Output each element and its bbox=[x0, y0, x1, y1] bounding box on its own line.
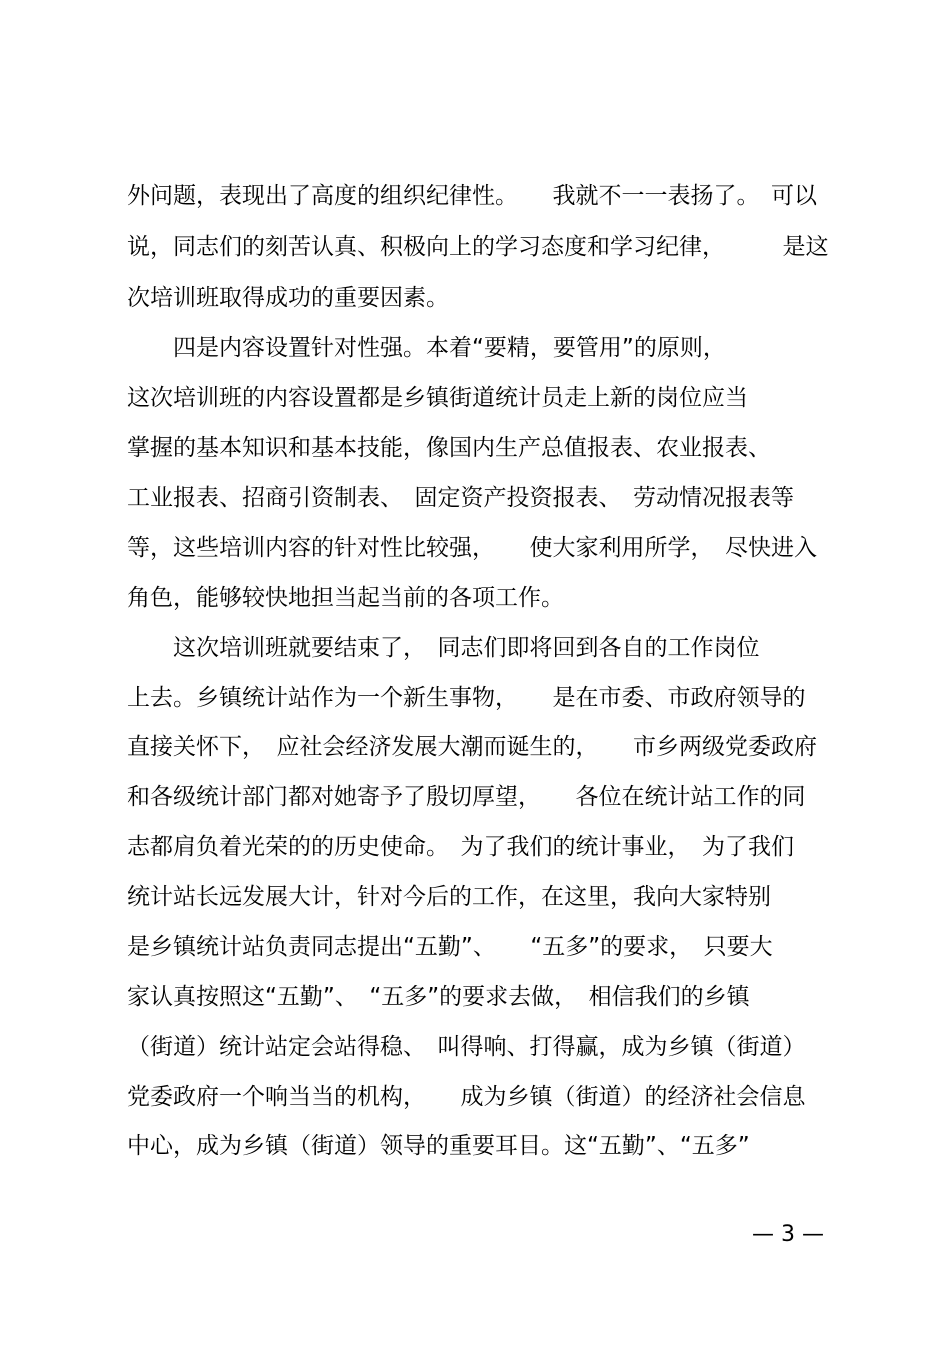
text-line: 四是内容设置针对性强。本着“要精，要管用”的原则， bbox=[127, 335, 726, 361]
text-line: 工业报表、招商引资制表、 固定资产投资报表、 劳动情况报表等 bbox=[127, 485, 794, 511]
text-line: 掌握的基本知识和基本技能，像国内生产总值报表、农业报表、 bbox=[127, 435, 771, 461]
text-line: 志都肩负着光荣的的历史使命。 为了我们的统计事业， 为了我们 bbox=[127, 834, 794, 860]
text-line: 等，这些培训内容的针对性比较强， 使大家利用所学， 尽快进入 bbox=[127, 535, 817, 561]
text-line: 说，同志们的刻苦认真、积极向上的学习态度和学习纪律， 是这 bbox=[127, 234, 829, 260]
text-line: 统计站长远发展大计，针对今后的工作，在这里，我向大家特别 bbox=[127, 884, 771, 910]
text-line: 这次培训班的内容设置都是乡镇街道统计员走上新的岗位应当 bbox=[127, 385, 748, 411]
text-line: 党委政府一个响当当的机构， 成为乡镇（街道）的经济社会信息 bbox=[127, 1084, 806, 1110]
text-line: 角色，能够较快地担当起当前的各项工作。 bbox=[127, 585, 564, 611]
text-line: 是乡镇统计站负责同志提出“五勤”、 “五多”的要求， 只要大 bbox=[127, 934, 773, 960]
text-line: 上去。乡镇统计站作为一个新生事物， 是在市委、市政府领导的 bbox=[127, 685, 806, 711]
text-line: 中心，成为乡镇（街道）领导的重要耳目。这“五勤”、“五多” bbox=[127, 1133, 750, 1159]
text-line: 这次培训班就要结束了， 同志们即将回到各自的工作岗位 bbox=[127, 635, 760, 661]
page-number: — 3 — bbox=[752, 1222, 824, 1247]
text-line: 直接关怀下， 应社会经济发展大潮而诞生的， 市乡两级党委政府 bbox=[127, 734, 817, 760]
text-line: 次培训班取得成功的重要因素。 bbox=[127, 285, 449, 311]
text-line: 外问题，表现出了高度的组织纪律性。 我就不一一表扬了。 可以 bbox=[127, 183, 817, 209]
text-line: （街道）统计站定会站得稳、 叫得响、打得赢，成为乡镇（街道） bbox=[127, 1034, 806, 1060]
text-line: 和各级统计部门都对她寄予了殷切厚望， 各位在统计站工作的同 bbox=[127, 784, 806, 810]
text-line: 家认真按照这“五勤”、 “五多”的要求去做， 相信我们的乡镇 bbox=[127, 984, 750, 1010]
